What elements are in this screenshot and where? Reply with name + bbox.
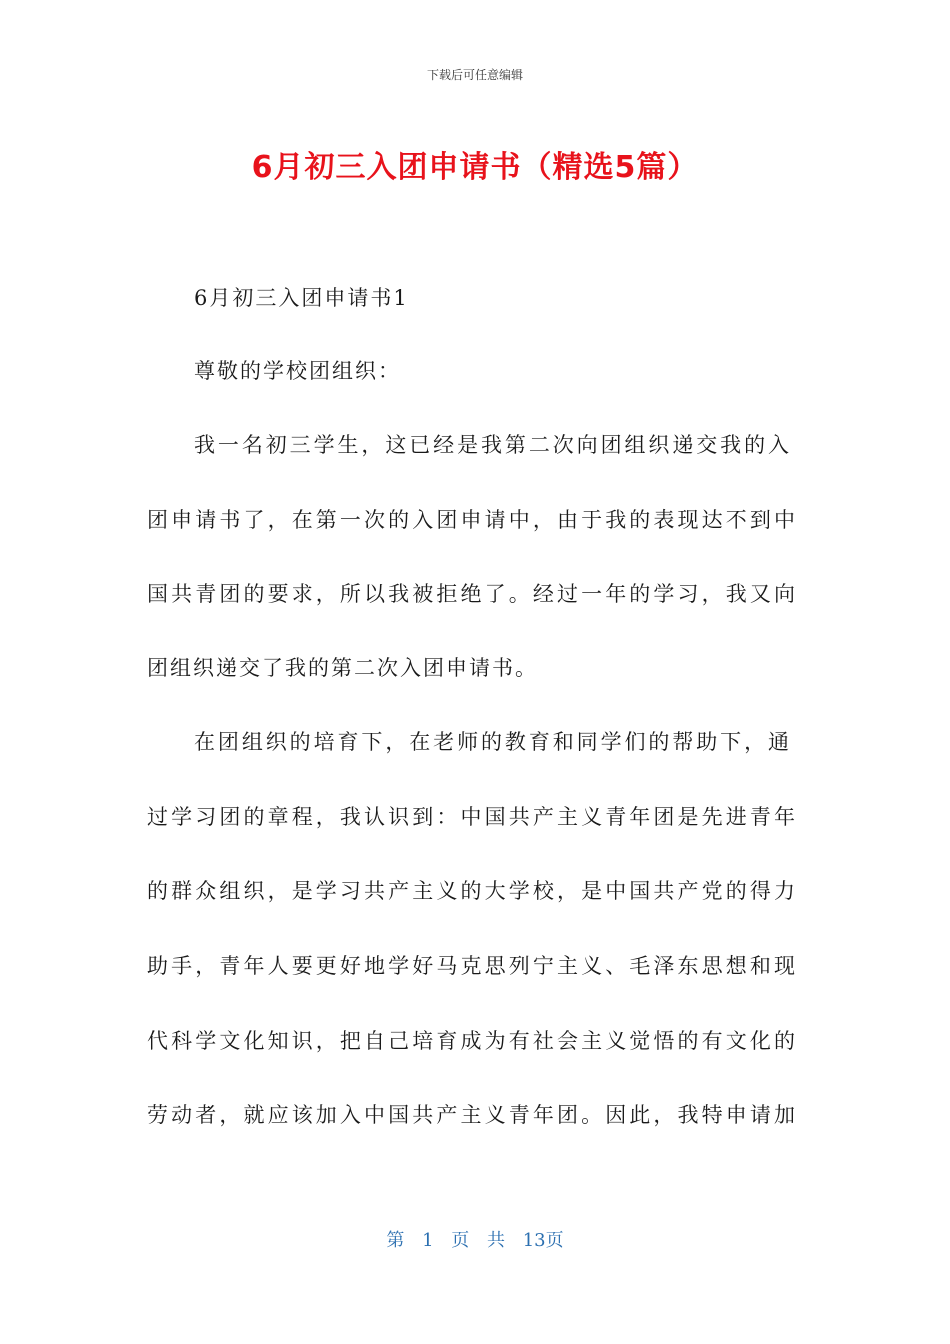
footer-label-gong: 共	[487, 1230, 505, 1251]
footer-total-pages: 13页	[522, 1230, 564, 1251]
page-footer	[0, 1226, 950, 1252]
body-line: 在团组织的培育下，在老师的教育和同学们的帮助下，通	[194, 730, 791, 754]
header-note: 下载后可任意编辑	[426, 68, 523, 82]
body-line: 团组织递交了我的第二次入团申请书。	[147, 656, 538, 680]
section-heading: 6月初三入团申请书1	[194, 286, 409, 310]
body-line: 国共青团的要求，所以我被拒绝了。经过一年的学习，我又向	[147, 582, 797, 606]
body-line: 过学习团的章程，我认识到：中国共产主义青年团是先进青年	[147, 805, 797, 829]
body-line: 我一名初三学生，这已经是我第二次向团组织递交我的入	[194, 433, 791, 457]
body-line: 代科学文化知识，把自己培育成为有社会主义觉悟的有文化的	[147, 1029, 797, 1053]
body-line: 劳动者，就应该加入中国共产主义青年团。因此，我特申请加	[147, 1103, 797, 1127]
body-line: 助手，青年人要更好地学好马克思列宁主义、毛泽东思想和现	[147, 954, 797, 978]
body-line: 团申请书了，在第一次的入团申请中，由于我的表现达不到中	[147, 508, 797, 532]
footer-label-ye: 页	[451, 1230, 470, 1251]
body-line: 的群众组织，是学习共产主义的大学校，是中国共产党的得力	[147, 879, 797, 903]
footer-page-number: 1	[422, 1230, 434, 1251]
document-title: 6月初三入团申请书（精选5篇）	[251, 150, 699, 185]
salutation: 尊敬的学校团组织：	[194, 359, 401, 383]
footer-label-di: 第	[386, 1230, 405, 1251]
